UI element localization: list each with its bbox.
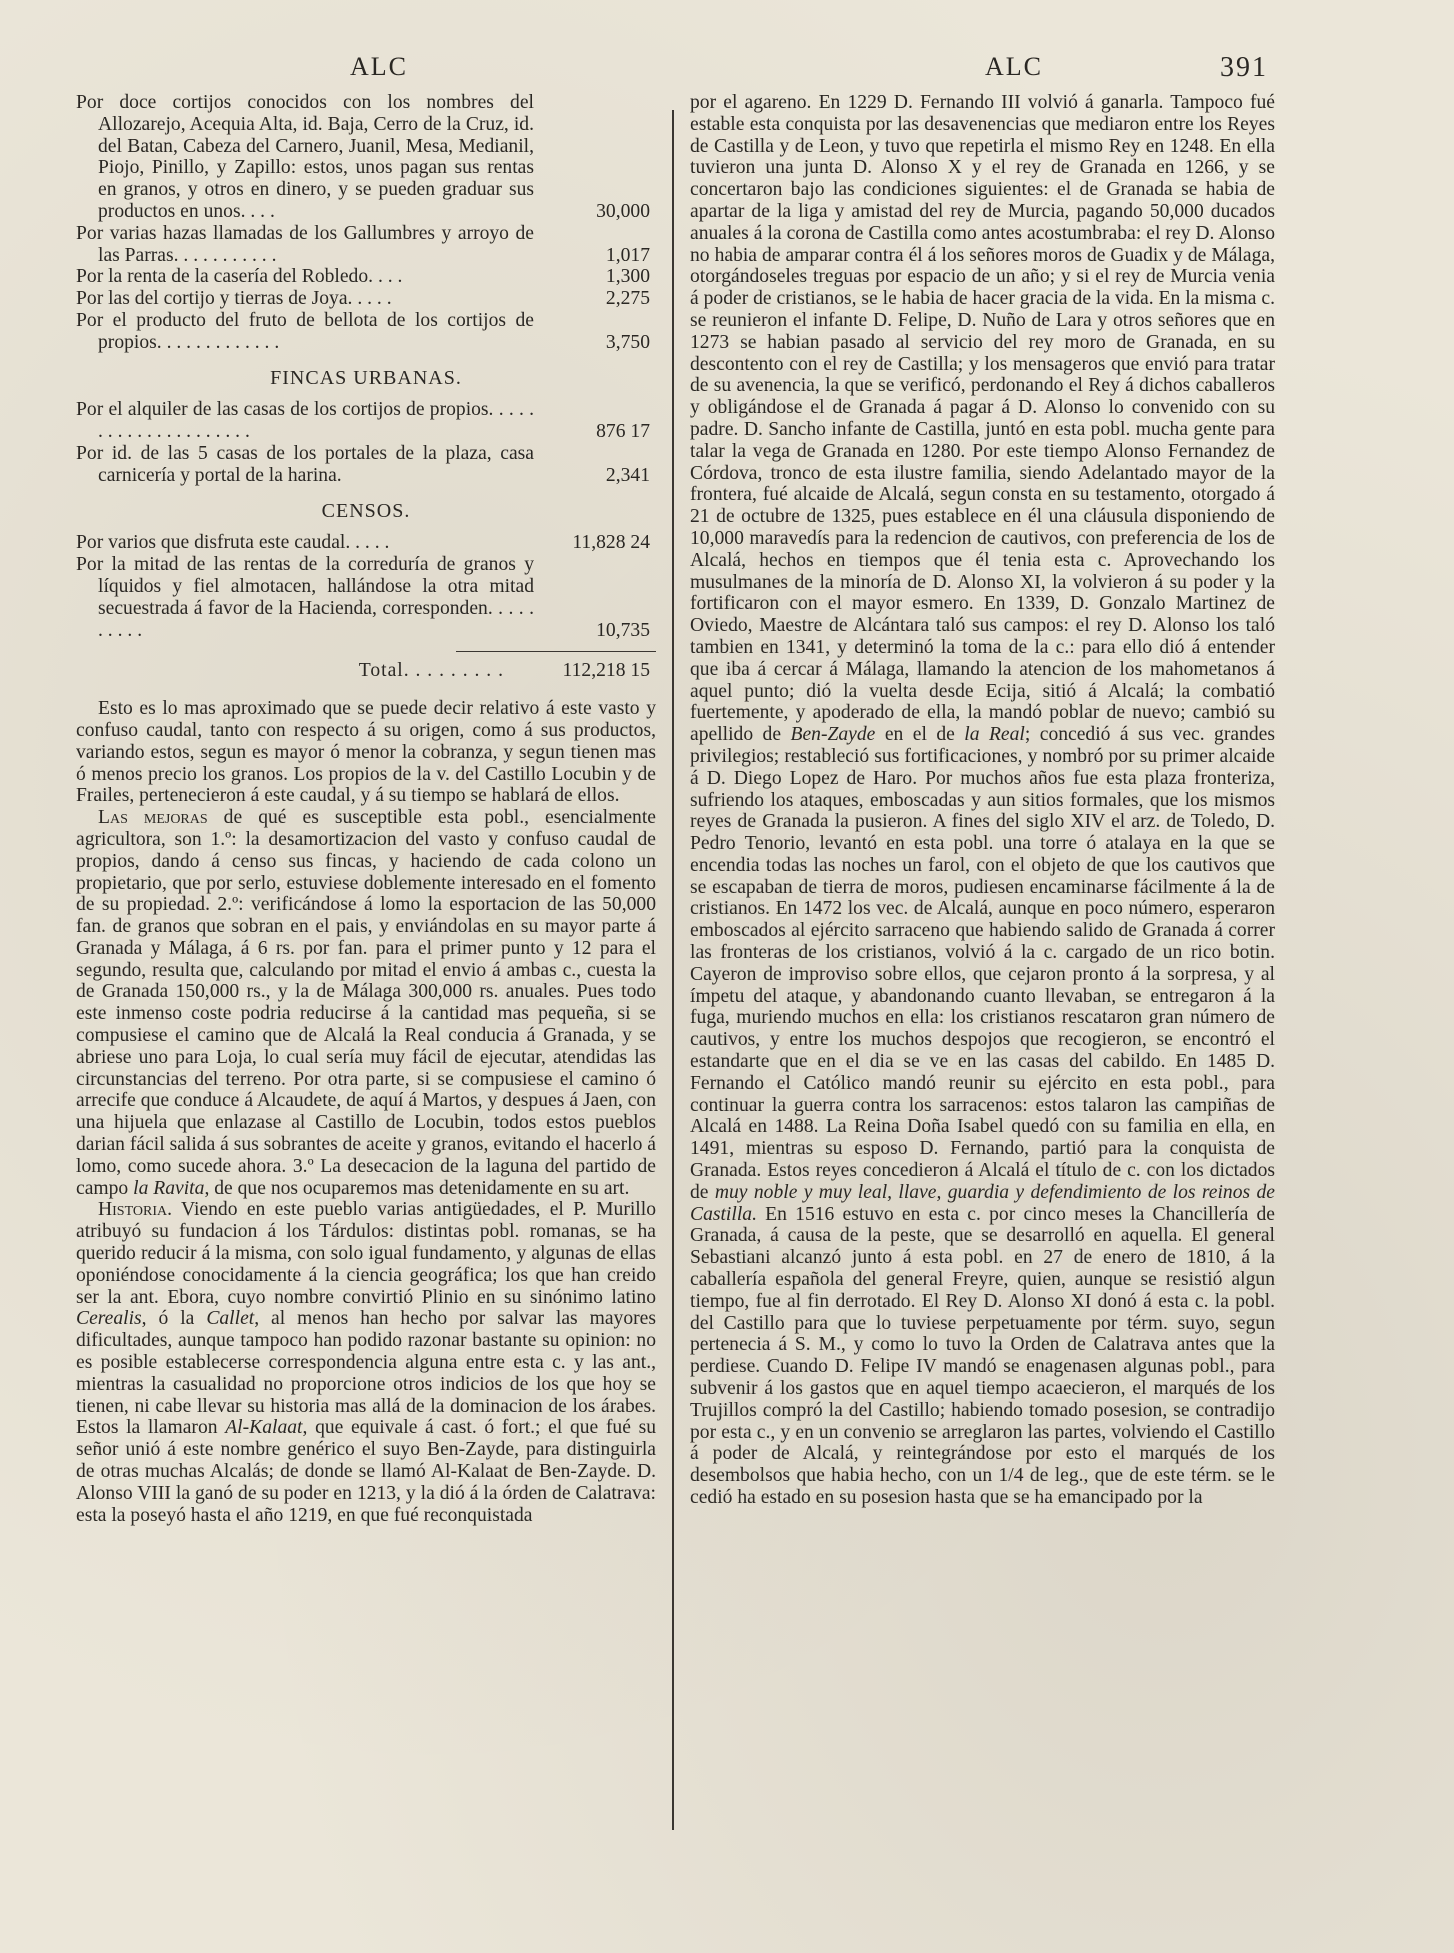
income-entry: Por el alquiler de las casas de los cortijos de propios. . . . . . . . . . . . . . . . . . . . . 876 17 [76, 399, 650, 443]
total-label: Total. . . . . . . . . [358, 660, 504, 682]
income-entry: Por varios que disfruta este caudal. . . . . 11,828 24 [76, 532, 650, 554]
income-entry: Por varias hazas llamadas de los Gallumbres y arroyo de las Parras. . . . . . . . . . . 1,017 [76, 222, 650, 266]
total-rule [456, 651, 656, 652]
total-amount: 112,218 15 [562, 660, 650, 682]
left-column [76, 92, 656, 1526]
body-paragraph: Historia. Viendo en este pueblo varias antigüedades, el P. Murillo atribuyó su fundacion á los Tárdulos: distintas pobl. romanas, se ha querido reducir á la misma, con solo igual fundamento, y algunas de ellas oponiéndose conocidamente á la ciencia geográfica; los que han creido ser la ant. Ebora, cuyo nombre convirtió Plinio en su sinónimo latino Cerealis, ó la Callet, al menos han hecho por salvar las mayores dificultades, aunque tampoco han podido razonar bastante su opinion: no es posible establecerse correspondencia alguna entre esta c. y las ant., mientras la casualidad no proporcione otros indicios de los que hoy se tienen, ni cabe llevar su historia mas allá de la dominacion de los árabes. Estos la llamaron Al-Kalaat, que equivale á cast. ó fort.; el que fué su señor unió á este nombre genérico el suyo Ben-Zayde, para distinguirla de otras muchas Alcalás; de donde se llamó Al-Kalaat de Ben-Zayde. D. Alonso VIII la ganó de su poder en 1213, y la dió á la órden de Calatrava: esta la poseyó hasta el año 1219, en que fué reconquistada [76, 1199, 656, 1526]
income-entry: Por doce cortijos conocidos con los nombres del Allozarejo, Acequia Alta, id. Baja, Cerro de la Cruz, id. del Batan, Cabeza del Carnero, Juanil, Mesa, Medianil, Piojo, Pinillo, y Zapillo: estos, unos pagan sus rentas en granos, y otros en dinero, y se pueden graduar sus productos en unos. . . . 30,000 [76, 92, 650, 222]
body-paragraph: Las mejoras de qué es susceptible esta pobl., esencialmente agricultora, son 1.º: la desamortizacion del vasto y confuso caudal de propios, dando á censo sus fincas, y haciendo de cada colono un propietario, que por serlo, estuviese doblemente interesado en el fomento de su propiedad. 2.º: verificándose á lomo la esportacion de las 50,000 fan. de granos que sobran en el pais, y enviándolas en su mayor parte á Granada y Málaga, á 6 rs. por fan. para el primer punto y 12 para el segundo, resulta que, calculando por mitad el envio á ambas c., cuesta la de Granada 150,000 rs., y la de Málaga 300,000 rs. anuales. Pues todo este inmenso coste podria reducirse á la cantidad mas pequeña, si se compusiese el camino que de Alcalá la Real conducia á Granada, y se abriese uno para Loja, lo cual sería muy fácil de ejecutar, atendidas las circunstancias del terreno. Por otra parte, si se compusiese el camino ó arrecife que conduce á Alcaudete, de aquí á Martos, y despues á Jaen, con una hijuela que enlazase al Castillo de Locubin, todos estos pueblos darian fácil salida á sus sobrantes de aceite y granos, evitando el hacerlo á lomo, como sucede ahora. 3.º La desecacion de la laguna del partido de campo la Ravita, de que nos ocuparemos mas detenidamente en su art. [76, 807, 656, 1199]
section-heading-censos: CENSOS. [321, 499, 411, 522]
income-entry: Por la mitad de las rentas de la correduría de granos y líquidos y fiel almotacen, hallándose la otra mitad secuestrada á favor de la Hacienda, corresponden. . . . . . . . . . 10,735 [76, 554, 650, 641]
page-number: 391 [1220, 52, 1268, 83]
running-head-left: ALC [350, 52, 408, 81]
paragraph-lead: Las mejoras [98, 807, 208, 829]
column-divider [672, 110, 674, 1830]
running-head-right: ALC [985, 52, 1043, 81]
total-row [76, 660, 656, 682]
income-entry: Por id. de las 5 casas de los portales de la plaza, casa carnicería y portal de la harina. 2,341 [76, 442, 650, 486]
paragraph-lead: Historia. [98, 1199, 173, 1221]
body-paragraph: por el agareno. En 1229 D. Fernando III volvió á ganarla. Tampoco fué estable esta conquista por las desavenencias que mediaron entre los Reyes de Castilla y de Leon, y tuvo que repetirla el mismo Rey en 1248. En ella tuvieron una junta D. Alonso X y el rey de Granada en 1266, y se concertaron bajo las condiciones siguientes: el de Granada se habia de apartar de la liga y amistad del rey de Murcia, pagando 50,000 ducados anuales á la corona de Castilla como antes acostumbraba: el rey D. Alonso no habia de amparar contra él á los señores moros de Guadix y de Málaga, otorgándoseles treguas por espacio de un año; y si el rey de Murcia venia á poder de cristianos, se le habia de hacer gracia de la vida. En la misma c. se reunieron el infante D. Felipe, D. Nuño de Lara y otros señores que en 1273 se habian pasado al servicio del rey moro de Granada, en su descontento con el rey de Castilla; y los mensageros que envió para tratar de su avenencia, la que se verificó, perdonando el Rey á dichos caballeros y obligándose el de Granada á pagar á D. Alonso lo convenido con su padre. D. Sancho infante de Castilla, juntó en esta pobl. mucha gente para talar la vega de Granada en 1280. Por este tiempo Alonso Fernandez de Córdova, tronco de esta ilustre familia, siendo Adelantado mayor de la frontera, fué alcaide de Alcalá, segun consta en su testamento, otorgado á 21 de octubre de 1325, pues establece en él una cláusula disponiendo de 10,000 maravedís para la redencion de cautivos, con preferencia de los de Alcalá, hechos en tiempos que él tenia esta c. Aprovechando los musulmanes de la minoría de D. Alonso XI, la volvieron á su poder y la fortificaron con el mayor esmero. En 1339, D. Gonzalo Martinez de Oviedo, Maestre de Alcántara taló sus campos: el rey D. Alonso los taló tambien en 1341, y determinó la toma de la c.: para ello dió á entender que iba á cercar á Málaga, llamando la atencion de los mahometanos á aquel punto; dió la vuelta desde Ecija, sitió á Alcalá; la combatió fuertemente, y apoderado de ella, la mandó poblar de nuevo; cambió su apellido de Ben-Zayde en el de la Real; concedió á sus vec. grandes privilegios; restableció sus fortificaciones, y nombró por su primer alcaide á D. Diego Lopez de Haro. Por muchos años fue esta plaza fronteriza, sufriendo los ataques, emboscadas y aun sitios formales, que los mismos reyes de Granada la pusieron. A fines del siglo XIV el arz. de Toledo, D. Pedro Tenorio, levantó en esta pobl. una torre ó atalaya en la que se encendia todas las noches un farol, con el objeto de que los cautivos que se escapaban de tierra de moros, pudiesen encaminarse fácilmente á la de cristianos. En 1472 los vec. de Alcalá, aunque en poco número, esperaron emboscados al ejército sarraceno que habiendo salido de Granada á correr las fronteras de los cristianos, volvió á la c. cargado de un rico botin. Cayeron de improviso sobre ellos, que cejaron pronto á la sorpresa, y al ímpetu del ataque, y abandonando cuanto llevaban, se entregaron á la fuga, muriendo muchos en ella: los cristianos rescataron gran número de cautivos, y entre los muchos despojos que recogieron, se encontró el estandarte que en el dia se ve en las casas del cabildo. En 1485 D. Fernando el Católico mandó reunir su ejército en esta pobl., para continuar la guerra contra los sarracenos: estos talaron las campiñas de Alcalá en 1488. La Reina Doña Isabel quedó con su familia en ella, en 1491, mientras su esposo D. Fernando, partió para la conquista de Granada. Estos reyes concedieron á Alcalá el título de c. con los dictados de muy noble y muy leal, llave, guardia y defendimiento de los reinos de Castilla. En 1516 estuvo en esta c. por cinco meses la Chancillería de Granada, á causa de la peste, que se desarrolló en aquella. El general Sebastiani alcanzó junto á esta pobl. en 27 de enero de 1810, á la caballería española del general Freyre, quien, aunque se resistió algun tiempo, fue al fin derrotado. El Rey D. Alonso XI donó á esta c. la pobl. del Castillo para que lo tuviese perpetuamente por térm. suyo, segun pertenecia á S. M., y como lo tuvo la Orden de Calatrava antes que la perdiese. Cuando D. Felipe IV mandó se enagenasen algunas pobl., para subvenir á los gastos que en aquel tiempo acaecieron, el marqués de los Trujillos compró la del Castillo; habiendo tomado posesion, se contradijo por esta c., y en un convenio se arreglaron las partes, volviendo el Castillo á poder de Alcalá, y reintegrándose por esto el marqués de los desembolsos que habia hecho, con un 1/4 de leg., que de este térm. se le cedió ha estado en su posesion hasta que se ha emancipado por la [690, 92, 1275, 1508]
income-entry: Por el producto del fruto de bellota de los cortijos de propios. . . . . . . . . . . . . 3,750 [76, 309, 650, 353]
income-entry: Por las del cortijo y tierras de Joya. . . . . 2,275 [76, 288, 650, 310]
body-paragraph: Esto es lo mas aproximado que se puede decir relativo á este vasto y confuso caudal, tanto con respecto á su origen, como á sus productos, variando estos, segun es mayor ó menor la cobranza, y segun tienen mas ó menos precio los granos. Los propios de la v. del Castillo Locubin y de Frailes, pertenecieron á este caudal, y á su tiempo se hablará de ellos. [76, 698, 656, 807]
section-heading-fincas: FINCAS URBANAS. [270, 366, 462, 389]
income-entry: Por la renta de la casería del Robledo. . . . 1,300 [76, 266, 650, 288]
right-column [690, 92, 1275, 1509]
